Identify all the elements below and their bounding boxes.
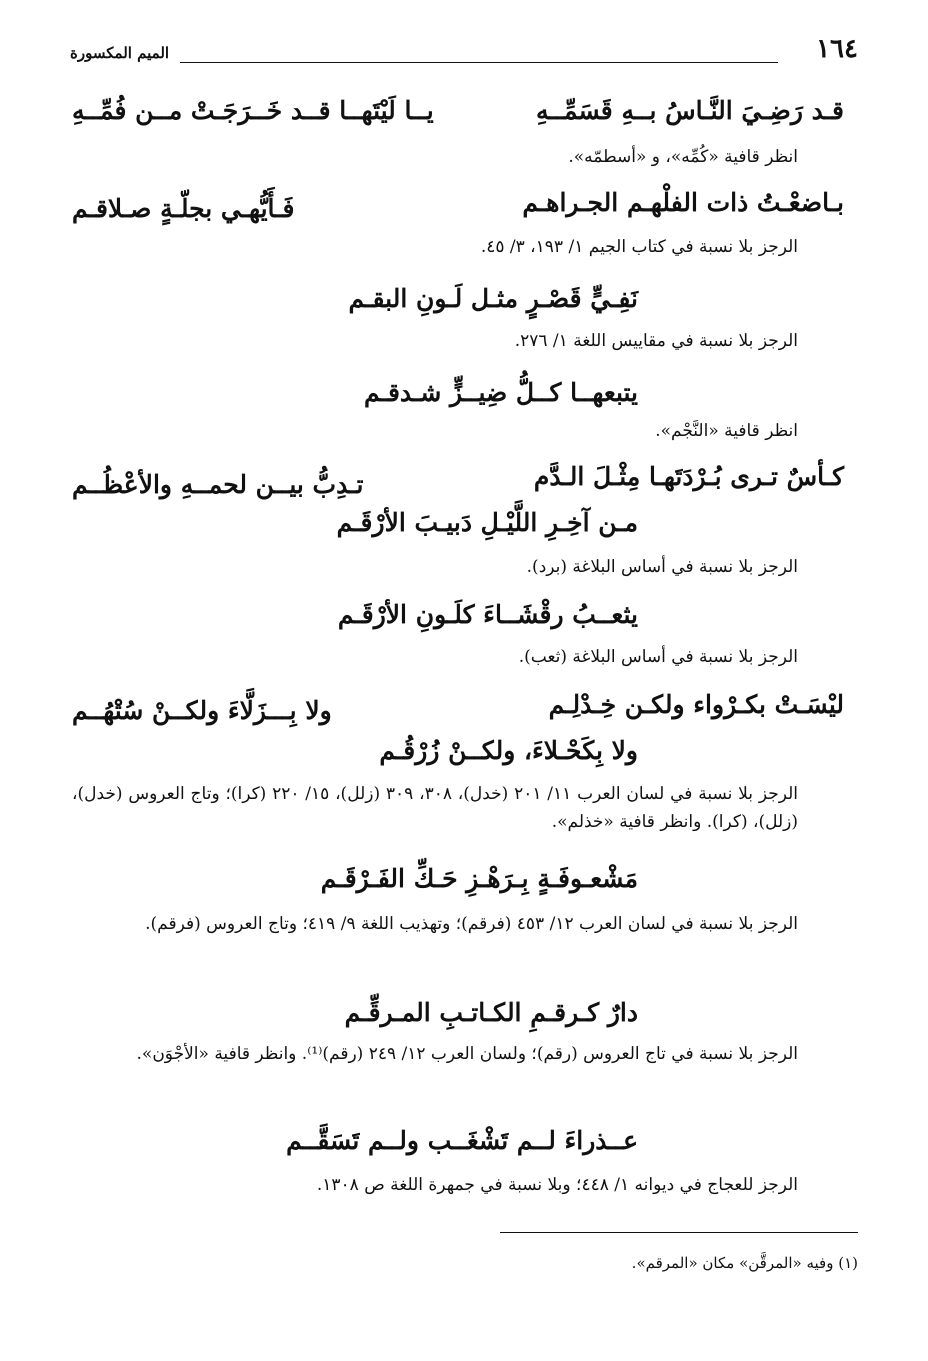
header-rule bbox=[180, 62, 778, 63]
verse-hemistich-right: بـاضعْـتُ ذات الفلْهـم الجـراهـم bbox=[522, 188, 844, 217]
page-number: ١٦٤ bbox=[816, 34, 858, 64]
verse-hemistich-right: قـد رَضِـيَ النَّـاسُ بــهِ قَسَمِّــهِ bbox=[535, 96, 844, 125]
verse-line: مـن آخِـرِ اللَّيْـلِ دَبيـبَ الأرْقَـم bbox=[336, 508, 638, 537]
verse-note: الرجز بلا نسبة في مقاييس اللغة ١/ ٢٧٦. bbox=[514, 331, 798, 351]
verse-note: الرجز بلا نسبة في تاج العروس (رقم)؛ ولسان العرب ١٢/ ٢٤٩ (رقم)⁽¹⁾. وانظر قافية «الأجْوَن». bbox=[136, 1044, 798, 1064]
verse-line: ولا بِكَحْـلاءَ، ولكــنْ زُرْقُـم bbox=[379, 736, 638, 765]
verse-hemistich-left: ولا بِـــزَلَّاءَ ولكــنْ سُتْهُــم bbox=[72, 696, 332, 725]
verse-note: انظر قافية «كُمِّه»، و «أسطمّه». bbox=[568, 147, 798, 167]
verse-line: يثعــبُ رقْشَــاءَ كلَـونِ الأرْقَـم bbox=[337, 600, 638, 629]
verse-note: الرجز بلا نسبة في لسان العرب ١٢/ ٤٥٣ (فرقم)؛ وتهذيب اللغة ٩/ ٤١٩؛ وتاج العروس (فرقم). bbox=[145, 914, 798, 934]
running-head: الميم المكسورة bbox=[70, 44, 170, 62]
verse-hemistich-left: يــا لَيْتَهــا قــد خَــرَجَـتْ مــن فُمِّــهِ bbox=[72, 96, 434, 125]
verse-line: مَشْعـوفَـةٍ بِـرَهْـزِ حَـكِّ الفَـرْقَـم bbox=[320, 864, 638, 893]
verse-note: الرجز بلا نسبة في أساس البلاغة (برد). bbox=[526, 557, 798, 577]
verse-note: الرجز بلا نسبة في كتاب الجيم ١/ ١٩٣، ٣/ ٤٥. bbox=[480, 237, 798, 257]
page-header bbox=[70, 36, 858, 66]
verse-line: دارٌ كـرقـمِ الكـاتـبِ المـرقِّـم bbox=[344, 998, 638, 1027]
verse-note: الرجز بلا نسبة في أساس البلاغة (ثعب). bbox=[518, 647, 798, 667]
footnote: (١) وفيه «المرقَّن» مكان «المرقم». bbox=[631, 1254, 858, 1272]
verse-note: الرجز للعجاج في ديوانه ١/ ٤٤٨؛ وبلا نسبة في جمهرة اللغة ص ١٣٠٨. bbox=[316, 1175, 798, 1195]
verse-hemistich-right: ليْسَـتْ بكـرْواء ولكـن خِـدْلِـم bbox=[548, 690, 844, 719]
verse-note: الرجز بلا نسبة في لسان العرب ١١/ ٢٠١ (خدل)، ٣٠٨، ٣٠٩ (زلل)، ١٥/ ٢٢٠ (كرا)؛ وتاج العروس (خدل)، (زلل)، (كرا). وانظر قافية «خذلم». bbox=[72, 784, 798, 832]
verse-line: يتبعهــا كــلُّ ضِيــزٍّ شـدقـم bbox=[363, 378, 638, 407]
verse-hemistich-left: تـدِبُّ بيــن لحمــهِ والأعْظُــم bbox=[72, 470, 364, 499]
footnote-rule bbox=[500, 1232, 858, 1233]
verse-hemistich-left: فَـأَيُّهـي بجلّـةٍ صـلاقـم bbox=[72, 194, 295, 223]
verse-line: نَفِـيٍّ قَصْـرٍ مثـل لَـونِ البقـم bbox=[348, 284, 638, 313]
verse-line: عــذراءَ لــم تَشْغَــب ولــم تَسَقَّــم bbox=[286, 1126, 638, 1155]
verse-hemistich-right: كـأسٌ تـرى بُـرْدَتَهـا مِثْـلَ الـدَّم bbox=[533, 462, 844, 491]
verse-note: انظر قافية «النَّجْم». bbox=[655, 421, 798, 441]
